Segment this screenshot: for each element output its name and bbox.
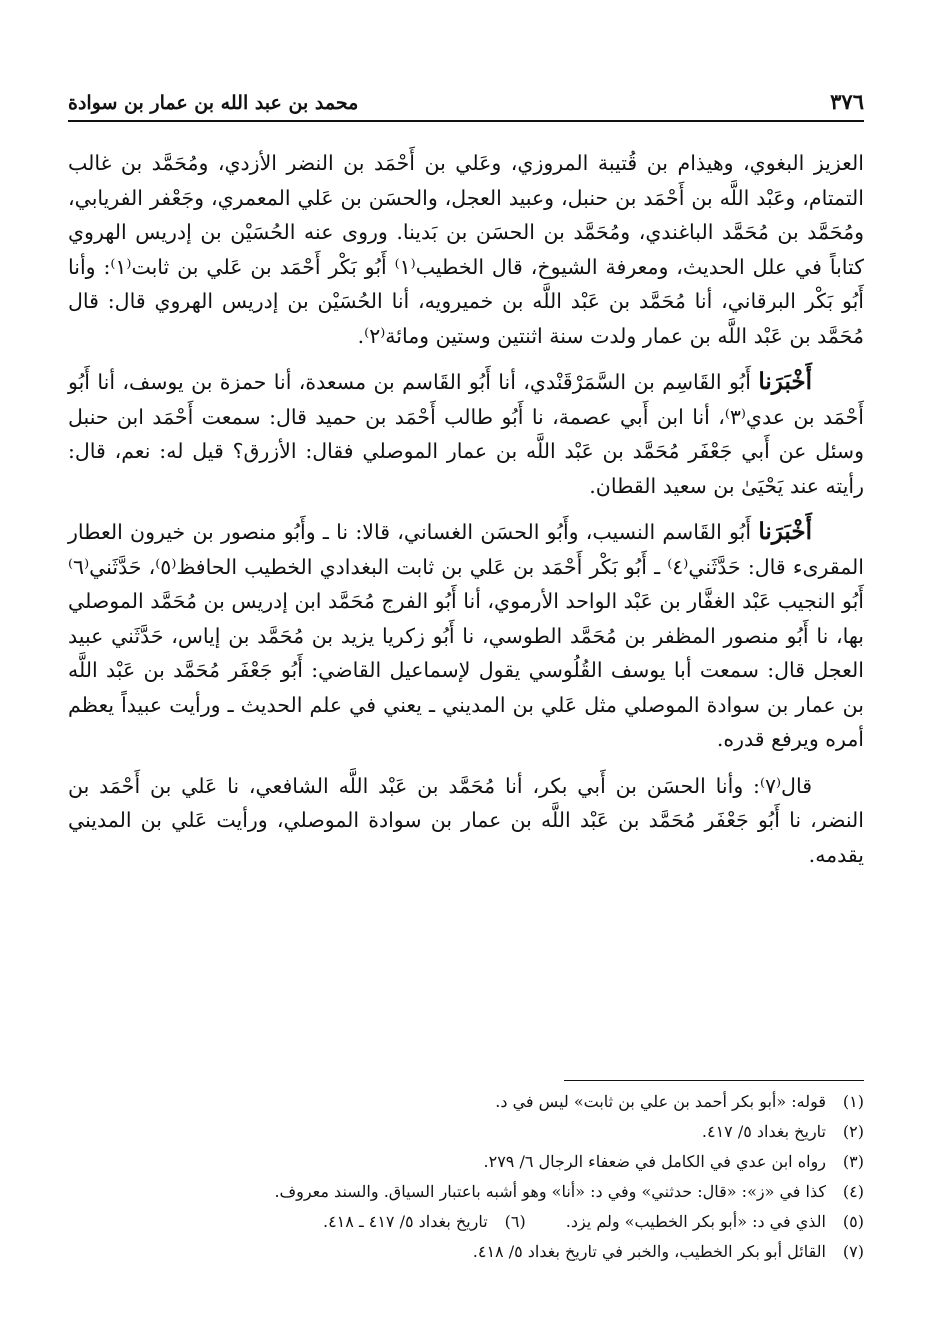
- footnote-number: (٥): [842, 1212, 864, 1231]
- footnote-text: الذي في د: «أبو بكر الخطيب» ولم يزد.: [565, 1212, 826, 1231]
- footnotes: [68, 1080, 864, 1267]
- footnote-text: تاريخ بغداد ٥/ ٤١٧ ـ ٤١٨.: [322, 1212, 488, 1231]
- footnote-6: [323, 1207, 526, 1237]
- footnote-rule: [564, 1080, 864, 1081]
- page-header: [68, 74, 864, 122]
- paragraph-2-text: أَبُو القَاسِم بن السَّمَرْقَنْدي، أنا أَبُو القَاسم بن مسعدة، أنا حمزة بن يوسف، أنا أَبُو أَحْمَد بن عدي⁽٣⁾، أنا ابن أَبي عصمة، نا أَبُو طالب أَحْمَد بن حميد قال: سمعت أَحْمَد ابن حنبل وسئل عن أَبي جَعْفَر مُحَمَّد بن عَبْد اللَّه بن عمار الموصلي فقال: الأزرق؟ قيل له: نعم، قال: رأيته عند يَحْيَىٰ بن سعيد القطان.: [68, 370, 864, 498]
- footnote-number: (٣): [842, 1152, 864, 1171]
- paragraph-2: [68, 365, 864, 503]
- footnote-number: (٧): [842, 1242, 864, 1261]
- paragraph-1: العزيز البغوي، وهيذام بن قُتيبة المروزي، وعَلي بن أَحْمَد بن النضر الأزدي، ومُحَمَّد بن غالب التمتام، وعَبْد اللَّه بن أَحْمَد بن حنبل، وعبيد العجل، والحسَن بن عَلي المعمري، وجَعْفر الفريابي، ومُحَمَّد بن مُحَمَّد الباغندي، ومُحَمَّد بن الحسَن بن بَدينا. وروى عنه الحُسَيْن بن إدريس الهروي كتاباً في علل الحديث، ومعرفة الشيوخ، قال الخطيب⁽١⁾ أَبُو بَكْر أَحْمَد بن عَلي بن ثابت⁽١⁾: وأنا أَبُو بَكْر البرقاني، أنا مُحَمَّد بن عَبْد اللَّه بن خميرويه، أنا الحُسَيْن بن إدريس الهروي قال: قال مُحَمَّد بن عَبْد اللَّه بن عمار ولدت سنة اثنتين وستين ومائة⁽٢⁾.: [68, 151, 864, 348]
- main-text: [68, 146, 864, 884]
- footnote-7: [68, 1237, 864, 1267]
- footnote-text: القائل أبو بكر الخطيب، والخبر في تاريخ بغداد ٥/ ٤١٨.: [472, 1242, 826, 1261]
- paragraph-3: [68, 515, 864, 757]
- footnote-4: [68, 1177, 864, 1207]
- footnote-3: [68, 1147, 864, 1177]
- footnote-number: (٦): [504, 1212, 526, 1231]
- page-number: ٣٧٦: [830, 89, 864, 114]
- paragraph-4: قال⁽٧⁾: وأنا الحسَن بن أَبي بكر، أنا مُحَمَّد بن عَبْد اللَّه الشافعي، نا عَلي بن أَحْمَد بن النضر، نا أَبُو جَعْفَر مُحَمَّد بن عَبْد اللَّه بن عمار بن سوادة الموصلي، ورأيت عَلي بن المديني يقدمه.: [68, 773, 864, 867]
- paragraph-3-lead: أَخْبَرَنا: [758, 518, 812, 545]
- footnote-text: قوله: «أبو بكر أحمد بن علي بن ثابت» ليس في د.: [495, 1092, 826, 1111]
- footnote-row-5-6: [68, 1207, 864, 1237]
- footnote-number: (١): [842, 1092, 864, 1111]
- running-title: محمد بن عبد الله بن عمار بن سوادة: [68, 92, 359, 114]
- footnote-text: رواه ابن عدي في الكامل في ضعفاء الرجال ٦/ ٢٧٩.: [483, 1152, 826, 1171]
- footnote-1: [68, 1087, 864, 1117]
- footnote-2: [68, 1117, 864, 1147]
- footnote-number: (٤): [842, 1182, 864, 1201]
- paragraph-3-text: أَبُو القَاسم النسيب، وأَبُو الحسَن الغساني، قالا: نا ـ وأَبُو منصور بن خيرون العطار المقرىء قال: حَدَّثَني⁽٤⁾ ـ أَبُو بَكْر أَحْمَد بن عَلي بن ثابت البغدادي الخطيب الحافظ⁽٥⁾، حَدَّثَني⁽٦⁾ أَبُو النجيب عَبْد الغفَّار بن عَبْد الواحد الأرموي، أنا أَبُو الفرج مُحَمَّد ابن إدريس بن مُحَمَّد الموصلي بها، نا أَبُو منصور المظفر بن مُحَمَّد الطوسي، نا أَبُو زكريا يزيد بن مُحَمَّد بن إياس، حَدَّثَني عبيد العجل قال: سمعت أبا يوسف القُلُوسي يقول لإسماعيل القاضي: أَبُو جَعْفَر مُحَمَّد بن عَبْد اللَّه بن عمار بن سوادة الموصلي مثل عَلي بن المديني ـ يعني في علم الحديث ـ ورأيت عبيداً يعظم أمره ويرفع قدره.: [68, 520, 864, 751]
- footnote-text: كذا في «ز»: «قال: حدثني» وفي د: «أنا» وهو أشبه باعتبار السياق. والسند معروف.: [274, 1182, 826, 1201]
- paragraph-2-lead: أَخْبَرَنا: [758, 368, 812, 395]
- footnote-text: تاريخ بغداد ٥/ ٤١٧.: [701, 1122, 826, 1141]
- footnote-number: (٢): [842, 1122, 864, 1141]
- footnote-5: [566, 1207, 864, 1237]
